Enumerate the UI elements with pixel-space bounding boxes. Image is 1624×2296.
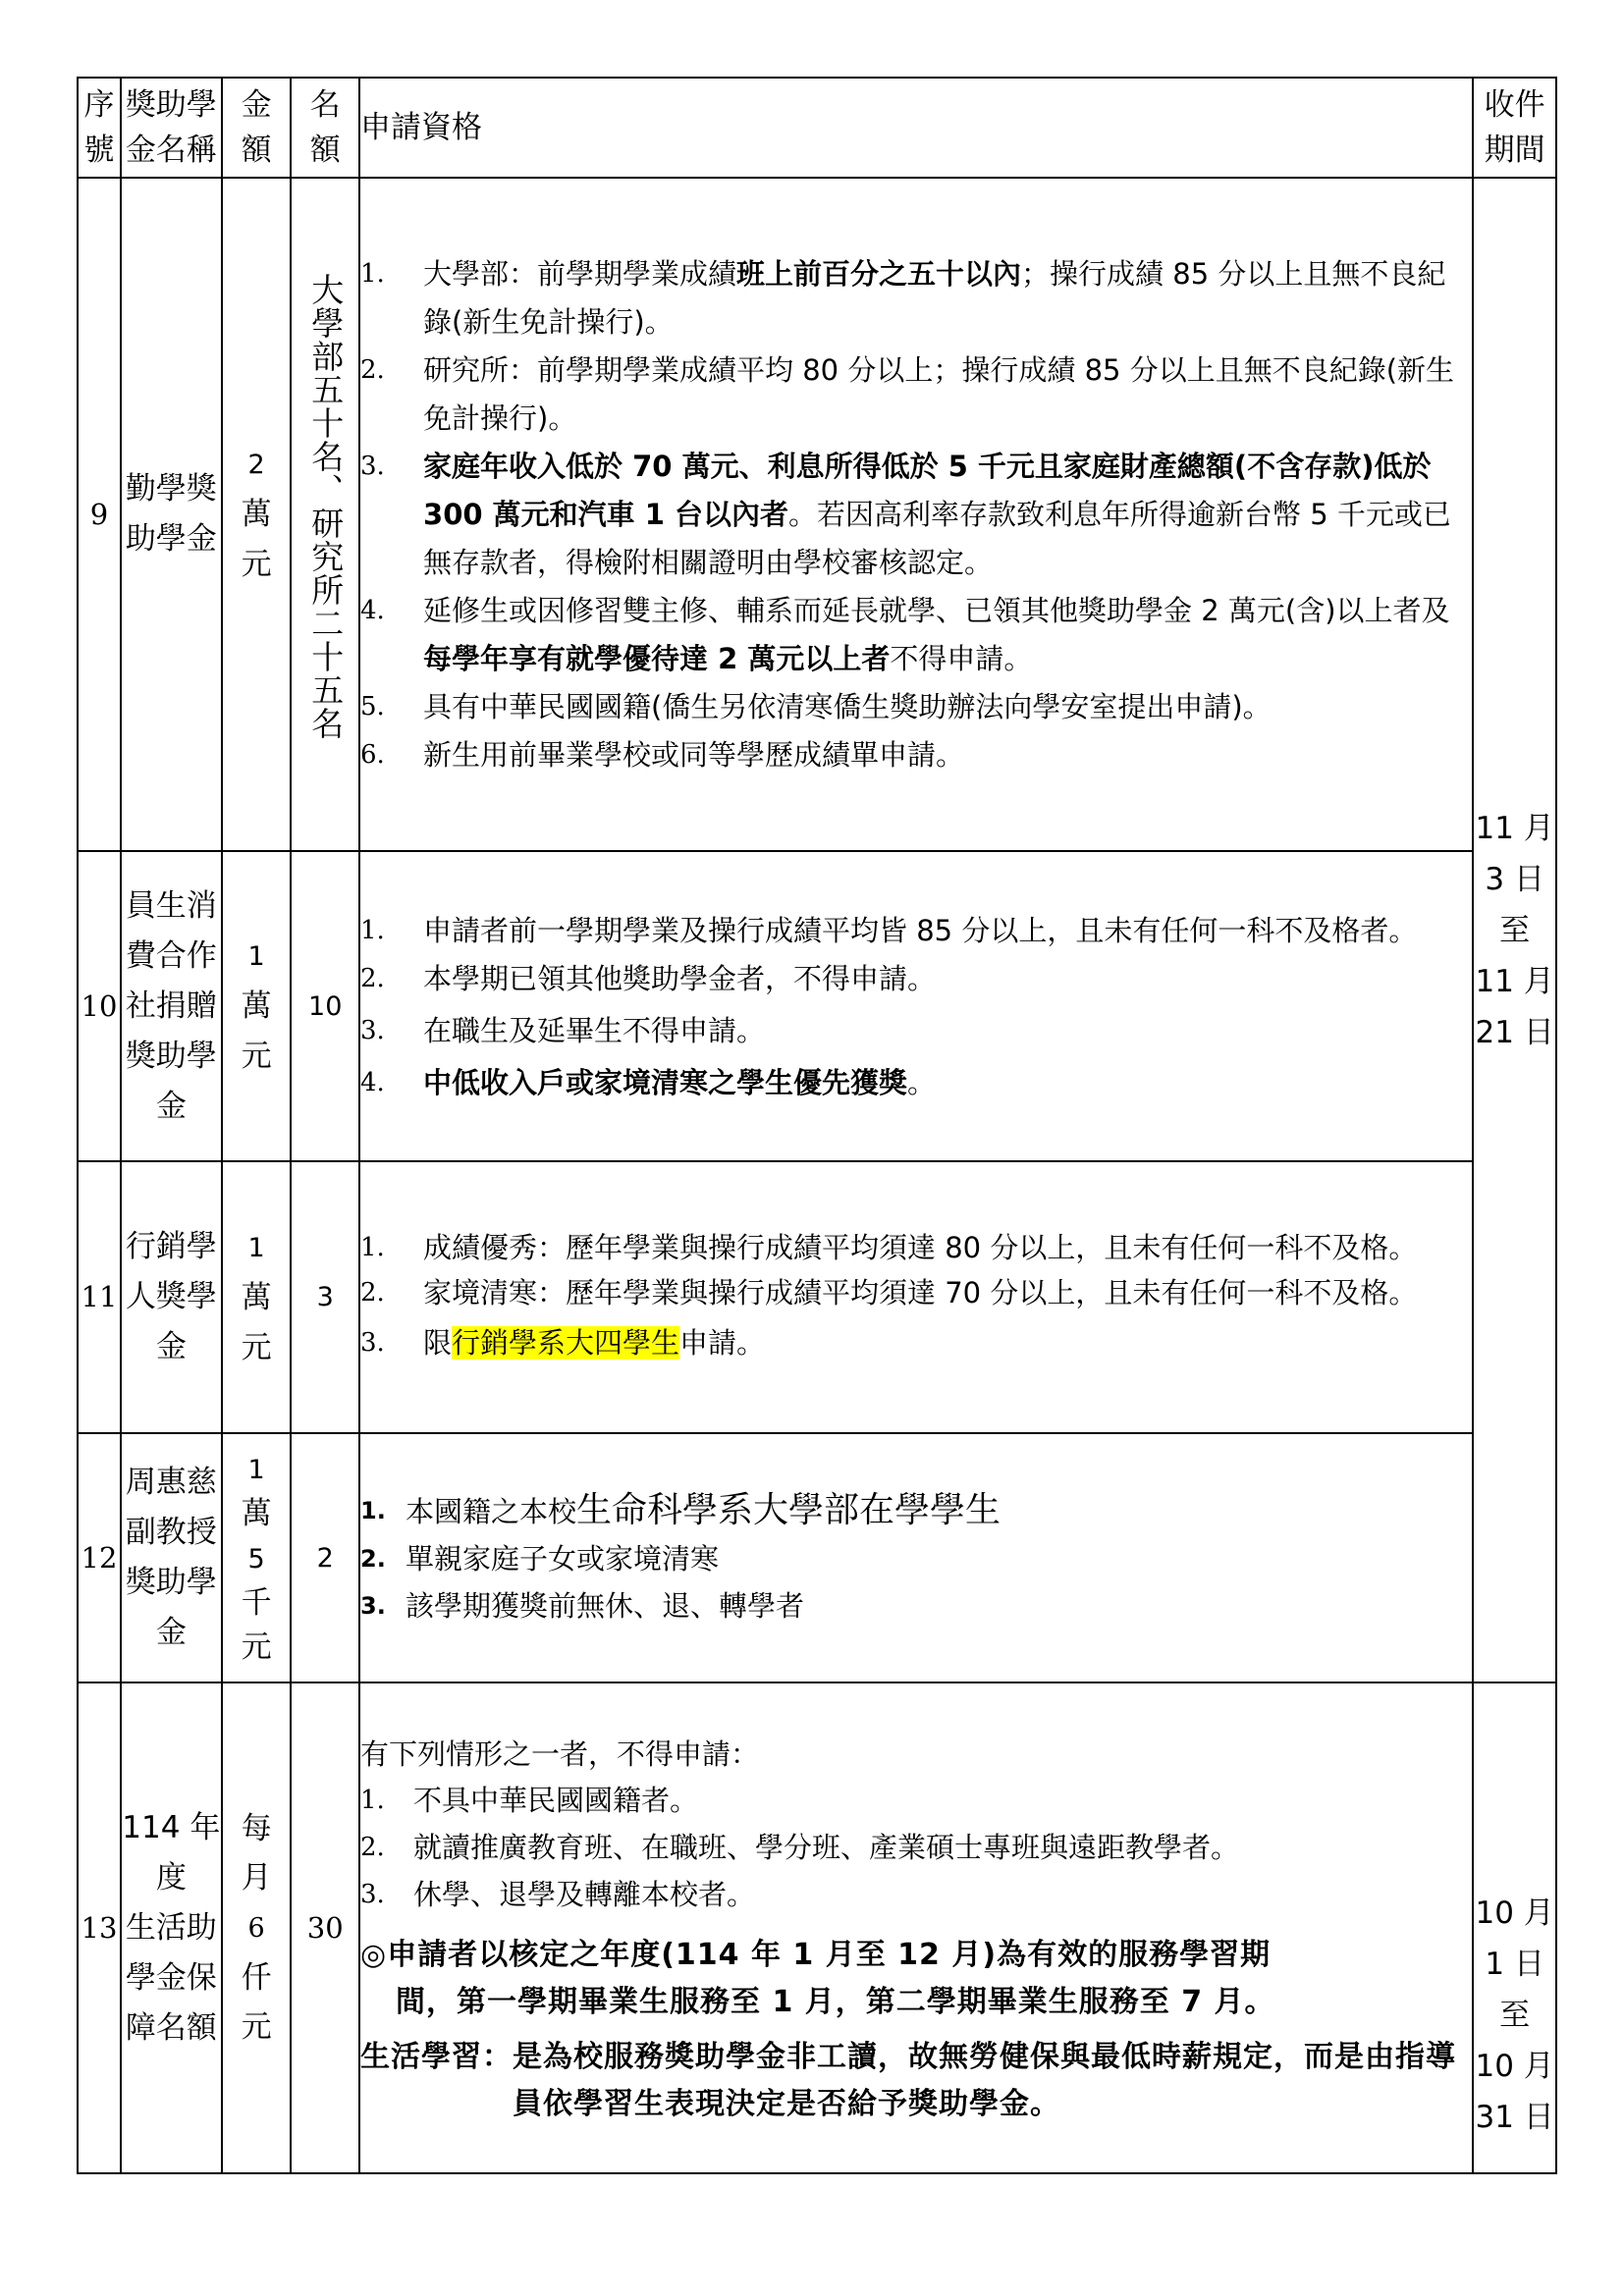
row-seq: 12 [78,1433,121,1682]
collection-period: 10 月 1 日 至 10 月 31 日 [1473,1682,1556,2173]
row-amount: 2 萬 元 [222,178,292,851]
row-quota: 2 [291,1433,359,1682]
requirement-list [360,908,1472,1109]
list-item: 5. 具有中華民國國籍(僑生另依清寒僑生獎助辦法向學安室提出申請)。 [360,689,1272,723]
requirement-list [360,1225,1472,1370]
list-item: 6. 新生用前畢業學校或同等學歷成績單申請。 [360,737,965,772]
list-item: 3. 在職生及延畢生不得申請。 [360,1013,766,1047]
row-amount: 1 萬 5 千 元 [222,1433,292,1682]
list-item: 2. 單親家庭子女或家境清寒 [360,1541,720,1575]
list-item: 2. 本學期已領其他獎助學金者，不得申請。 [360,961,937,995]
list-item: 2. 就讀推廣教育班、在職班、學分班、產業碩士專班與遠距教學者。 [360,1831,1240,1864]
row-name: 勤學獎 助學金 [121,178,222,851]
table-row [78,851,1556,1161]
row-quota: 30 [291,1682,359,2173]
row-name: 114 年度 生活助 學金保 障名額 [121,1682,222,2173]
list-item: 3. 休學、退學及轉離本校者。 [360,1878,756,1911]
row-requirements [359,851,1473,1161]
header-quota: 名 額 [291,78,359,178]
row-quota: 大學部五十名、研究所二十五名 [291,178,359,851]
list-item: 1. 本國籍之本校生命科學系大學部在學學生 [360,1489,1001,1530]
collection-period: 11 月 3 日 至 11 月 21 日 [1473,178,1556,1682]
list-item: 3. 家庭年收入低於 70 萬元、利息所得低於 5 千元且家庭財產總額(不含存款)低於 300 萬元和汽車 1 台以內者。若因高利率存款致利息年所得逾新台幣 5 千元或已無存款者，得檢附相關證明由學校審核認定。 [360,449,1451,579]
header-amount: 金 額 [222,78,292,178]
scholarship-table [77,77,1557,2174]
header-requirements: 申請資格 [359,78,1473,178]
row-seq: 9 [78,178,121,851]
header-period: 收件 期間 [1473,78,1556,178]
list-item: 4. 延修生或因修習雙主修、輔系而延長就學、已領其他獎助學金 2 萬元(含)以上者及每學年享有就學優待達 2 萬元以上者不得申請。 [360,593,1450,675]
row-amount: 1 萬 元 [222,851,292,1161]
list-item: 4. 中低收入戶或家境清寒之學生優先獲獎。 [360,1065,937,1099]
row-requirements [359,178,1473,851]
table-row [78,178,1556,851]
list-item: 3. 限行銷學系大四學生申請。 [360,1325,766,1360]
requirement-list [360,1777,1472,1918]
row-requirements [359,1682,1473,2173]
exclusion-intro: 有下列情形之一者，不得申請： [360,1737,760,1771]
row-quota: 3 [291,1161,359,1433]
requirement-list [360,1487,1472,1629]
row-name: 周惠慈 副教授 獎助學 金 [121,1433,222,1682]
table-row [78,1682,1556,2173]
row-quota: 10 [291,851,359,1161]
list-item: 2. 家境清寒：歷年學業與操行成績平均須達 70 分以上，且未有任何一科不及格。 [360,1275,1418,1309]
row-seq: 11 [78,1161,121,1433]
list-item: 3. 該學期獲獎前無休、退、轉學者 [360,1588,805,1623]
list-item: 1. 不具中華民國國籍者。 [360,1784,699,1817]
requirement-list [360,250,1472,779]
row-name: 行銷學 人獎學 金 [121,1161,222,1433]
row-amount: 1 萬 元 [222,1161,292,1433]
row-name: 員生消 費合作 社捐贈 獎助學 金 [121,851,222,1161]
row-requirements [359,1433,1473,1682]
list-item: 1. 大學部：前學期學業成績班上前百分之五十以內；操行成績 85 分以上且無不良紀錄(新生免計操行)。 [360,256,1446,339]
service-period-note: ◎申請者以核定之年度(114 年 1 月至 12 月)為有效的服務學習期 間，第一學期畢業生服務至 1 月，第二學期畢業生服務至 7 月。 [360,1938,1275,2019]
table-row [78,1433,1556,1682]
life-learning-note: 生活學習： 是為校服務獎助學金非工讀，故無勞健保與最低時薪規定，而是由指導員依學習生表現決定是否給予獎助學金。 [360,2040,1457,2121]
row-seq: 13 [78,1682,121,2173]
header-seq: 序 號 [78,78,121,178]
list-item: 1. 成績優秀：歷年學業與操行成績平均須達 80 分以上，且未有任何一科不及格。 [360,1230,1418,1264]
header-row [78,78,1556,178]
highlighted-text: 行銷學系大四學生 [452,1325,680,1360]
row-seq: 10 [78,851,121,1161]
table-row [78,1161,1556,1433]
header-name: 獎助學 金名稱 [121,78,222,178]
list-item: 1. 申請者前一學期學業及操行成績平均皆 85 分以上，且未有任何一科不及格者。 [360,913,1418,947]
row-amount: 每 月 6 仟 元 [222,1682,292,2173]
row-requirements [359,1161,1473,1433]
list-item: 2. 研究所：前學期學業成績平均 80 分以上；操行成績 85 分以上且無不良紀錄(新生免計操行)。 [360,352,1455,435]
